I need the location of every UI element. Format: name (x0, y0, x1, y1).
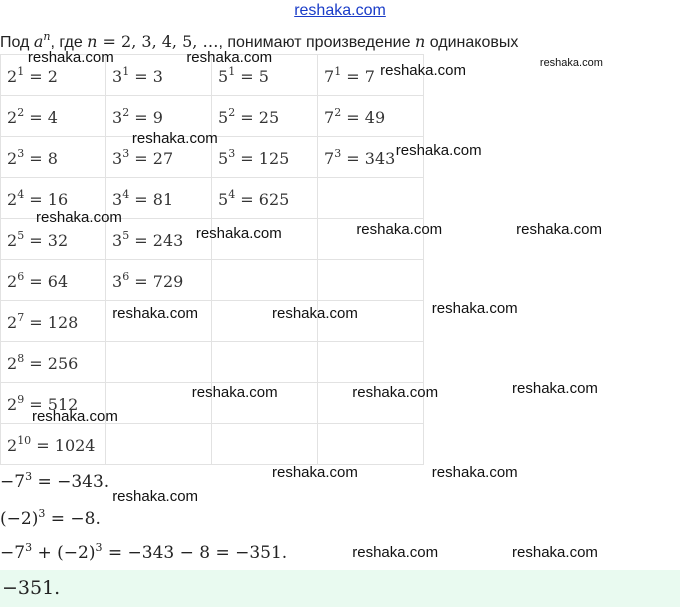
watermark: reshaka.com (112, 304, 199, 322)
equals-sign: = (235, 66, 259, 86)
equals-sign: = (341, 107, 365, 127)
equals-sign: = (129, 189, 153, 209)
power-base: 3 (112, 66, 123, 86)
solution-base: (−2) (0, 509, 39, 529)
power-exponent: 3 (17, 146, 25, 160)
intro-var: n (87, 32, 98, 51)
table-cell (1, 424, 106, 465)
solution-base-b: (−2) (57, 543, 96, 563)
power-base: 3 (112, 230, 123, 250)
power-value: 625 (258, 189, 290, 209)
power-base: 2 (7, 394, 18, 414)
power-exponent: 6 (122, 269, 130, 283)
power-exponent: 2 (228, 105, 236, 119)
power-exponent: 1 (17, 64, 25, 78)
power-exponent: 3 (334, 146, 342, 160)
solution-rhs: = −8. (45, 509, 101, 529)
table-row (1, 342, 424, 383)
power-base: 2 (7, 148, 18, 168)
equals-sign: = (24, 312, 48, 332)
equals-sign: = (24, 107, 48, 127)
watermark: reshaka.com (112, 488, 199, 506)
intro-before: Под (0, 34, 34, 51)
power-base: 5 (218, 189, 229, 209)
table-cell (212, 96, 318, 137)
equals-sign: = (341, 66, 365, 86)
answer-value: −351. (2, 577, 61, 599)
power-base: 3 (112, 148, 123, 168)
solution-exp: 3 (25, 470, 33, 483)
power-value: 5 (258, 66, 269, 86)
power-value: 729 (152, 271, 184, 291)
equals-sign: = (129, 271, 153, 291)
table-row (1, 260, 424, 301)
table-cell (212, 178, 318, 219)
table-cell (318, 424, 424, 465)
power-exponent: 4 (122, 187, 130, 201)
watermark: reshaka.com (512, 543, 598, 561)
power-exponent: 2 (122, 105, 130, 119)
power-value: 16 (47, 189, 69, 209)
equals-sign: = (24, 230, 48, 250)
power-base: 2 (7, 66, 18, 86)
power-value: 2 (47, 66, 58, 86)
power-value: 32 (47, 230, 69, 250)
power-base: 7 (324, 66, 335, 86)
watermark: reshaka.com (31, 407, 118, 425)
watermark: reshaka.com (512, 379, 598, 397)
power-value: 1024 (54, 435, 96, 455)
power-base: 2 (7, 312, 18, 332)
power-exponent: 1 (228, 64, 236, 78)
solution-line-2 (0, 507, 101, 529)
watermark: reshaka.com (195, 225, 282, 243)
equals-sign: = (24, 148, 48, 168)
power-base: 3 (112, 107, 123, 127)
watermark: reshaka.com (516, 220, 602, 238)
equals-sign: = (235, 189, 259, 209)
table-row (1, 424, 424, 465)
watermark: reshaka.com (352, 384, 439, 402)
power-exponent: 2 (334, 105, 342, 119)
intro-mid: , где (50, 34, 88, 51)
table-cell (1, 137, 106, 178)
watermark: reshaka.com (539, 57, 603, 70)
solution-base-a: −7 (0, 543, 26, 563)
watermark: reshaka.com (131, 129, 218, 147)
table-cell (1, 260, 106, 301)
solution-base: −7 (0, 472, 26, 492)
power-base: 7 (324, 107, 335, 127)
solution-plus: + (32, 543, 58, 563)
solution-rhs: = −343 − 8 = −351. (102, 543, 288, 563)
power-base: 2 (7, 230, 18, 250)
power-exponent: 10 (17, 433, 32, 447)
power-exponent: 4 (228, 187, 236, 201)
power-exponent: 3 (228, 146, 236, 160)
table-cell (1, 342, 106, 383)
equals-sign: = (129, 148, 153, 168)
watermark: reshaka.com (186, 48, 273, 66)
power-base: 2 (7, 107, 18, 127)
power-base: 2 (7, 435, 18, 455)
table-row (1, 301, 424, 342)
solution-exp: 3 (38, 507, 46, 520)
table-cell (106, 342, 212, 383)
power-value: 9 (152, 107, 163, 127)
watermark: reshaka.com (431, 463, 518, 481)
powers-table (0, 54, 424, 465)
equals-sign: = (235, 148, 259, 168)
power-value: 3 (152, 66, 163, 86)
power-value: 4 (47, 107, 58, 127)
power-exponent: 5 (17, 228, 25, 242)
equals-sign: = (235, 107, 259, 127)
solution-rhs: = −343. (32, 472, 110, 492)
power-base: 3 (112, 189, 123, 209)
watermark: reshaka.com (191, 384, 278, 402)
power-base: 5 (218, 107, 229, 127)
watermark: reshaka.com (395, 142, 482, 160)
table-cell (212, 424, 318, 465)
power-exponent: 1 (334, 64, 342, 78)
power-exponent: 3 (122, 146, 130, 160)
table-cell (1, 301, 106, 342)
answer-box (0, 570, 680, 607)
equals-sign: = (129, 66, 153, 86)
power-base: 2 (7, 353, 18, 373)
power-value: 49 (364, 107, 386, 127)
intro-exp: n (43, 30, 51, 43)
solution-line-3 (0, 541, 287, 563)
watermark: reshaka.com (352, 543, 439, 561)
equals-sign: = (129, 230, 153, 250)
equals-sign: = (31, 435, 55, 455)
power-exponent: 9 (17, 392, 25, 406)
equals-sign: = (24, 189, 48, 209)
watermark: reshaka.com (27, 48, 114, 66)
table-cell (318, 342, 424, 383)
power-value: 25 (258, 107, 280, 127)
power-value: 64 (47, 271, 69, 291)
site-link[interactable]: reshaka.com (294, 2, 386, 19)
power-value: 8 (47, 148, 58, 168)
table-cell (106, 260, 212, 301)
intro-eq: = 2, 3, 4, 5, … (97, 32, 219, 51)
equals-sign: = (341, 148, 365, 168)
intro-var2: n (414, 32, 426, 51)
watermark: reshaka.com (272, 463, 358, 481)
power-value: 125 (258, 148, 290, 168)
power-exponent: 5 (122, 228, 130, 242)
power-base: 7 (324, 148, 335, 168)
table-cell (106, 424, 212, 465)
power-base: 5 (218, 66, 229, 86)
solution-line-1 (0, 470, 109, 492)
power-exponent: 7 (17, 310, 25, 324)
power-value: 256 (47, 353, 79, 373)
power-value: 81 (152, 189, 174, 209)
power-base: 5 (218, 148, 229, 168)
table-cell (212, 342, 318, 383)
power-exponent: 4 (17, 187, 25, 201)
equals-sign: = (24, 271, 48, 291)
watermark: reshaka.com (36, 209, 122, 227)
equals-sign: = (24, 353, 48, 373)
table-cell (318, 96, 424, 137)
table-cell (212, 260, 318, 301)
power-exponent: 6 (17, 269, 25, 283)
power-base: 2 (7, 271, 18, 291)
watermark: reshaka.com (272, 304, 358, 322)
power-value: 27 (152, 148, 174, 168)
table-cell (318, 260, 424, 301)
power-exponent: 8 (17, 351, 25, 365)
watermark: reshaka.com (380, 61, 466, 79)
power-exponent: 1 (122, 64, 130, 78)
intro-end: одинаковых (425, 34, 519, 51)
power-base: 2 (7, 189, 18, 209)
power-exponent: 2 (17, 105, 25, 119)
equals-sign: = (24, 394, 48, 414)
power-value: 128 (47, 312, 79, 332)
equals-sign: = (24, 66, 48, 86)
power-value: 7 (364, 66, 375, 86)
table-cell (318, 178, 424, 219)
power-value: 243 (152, 230, 184, 250)
table-cell (1, 96, 106, 137)
intro-after: , понимают произведение (218, 34, 415, 51)
table-cell (212, 137, 318, 178)
solution-exp-a: 3 (25, 541, 33, 554)
power-value: 343 (364, 148, 396, 168)
equals-sign: = (129, 107, 153, 127)
intro-base: a (33, 32, 44, 51)
solution-exp-b: 3 (95, 541, 103, 554)
watermark: reshaka.com (431, 299, 518, 317)
watermark: reshaka.com (356, 220, 443, 238)
power-value: 512 (47, 394, 79, 414)
power-base: 3 (112, 271, 123, 291)
